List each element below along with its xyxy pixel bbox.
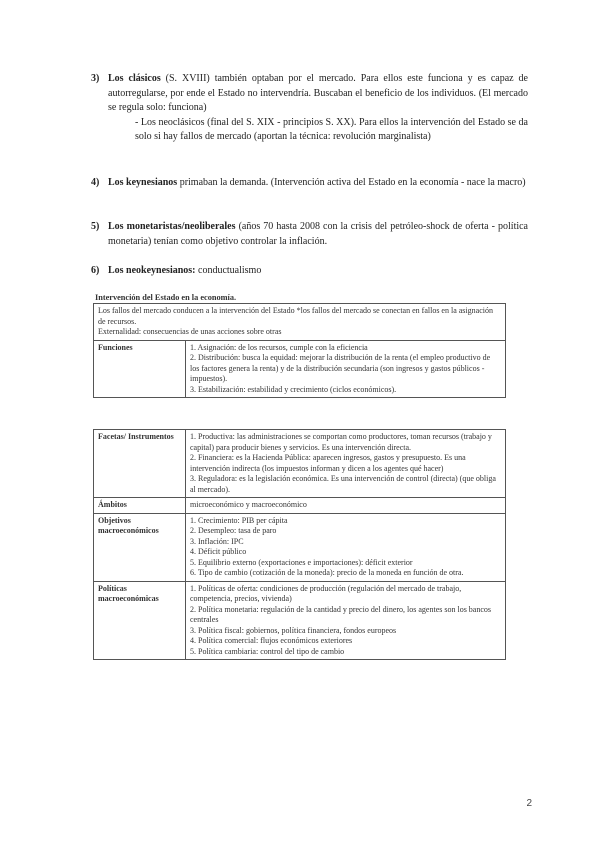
list-number: 4)	[91, 177, 100, 188]
cell-line: 2. Distribución: busca la equidad: mejorar la distribución de la renta (el empleo productivo de los factores genera la renta) y de la distribución secundaria (son ingresos y gastos públicos - impuestos).	[190, 353, 491, 383]
cell-line: 5. Equilibrio externo (exportaciones e importaciones): déficit exterior	[190, 557, 413, 567]
cell-line: 1. Crecimiento: PIB per cápita	[190, 515, 288, 525]
list-text: conductualismo	[195, 265, 262, 276]
row-label: Facetas/ Instrumentos	[94, 430, 186, 498]
row-label: Ámbitos	[94, 498, 186, 514]
cell-line: microeconómico y macroeconómico	[190, 500, 307, 509]
list-text: (S. XVIII) también optaban por el mercado. Para ellos este funciona y es capaz de autorregularse, por ende el Estado no intervendría. Buscaban el beneficio de los individuos. (El mercado se regula solo: funciona)	[108, 73, 528, 113]
list-lead: Los monetaristas/neoliberales	[108, 221, 236, 232]
list-lead: Los neokeynesianos:	[108, 265, 196, 276]
cell-line: 2. Financiera: es la Hacienda Pública: aparecen ingresos, gastos y presupuesto. Es una intervención indirecta (los impuestos informan y dicen a los agentes qué hacer)	[190, 453, 466, 473]
row-content	[186, 340, 506, 398]
list-number: 3)	[91, 73, 100, 84]
list-subitem: - Los neoclásicos (final del S. XIX - principios S. XX). Para ellos la intervención del Estado se da solo si hay fallos de mercado (aportan la técnica: revolución marginalista)	[135, 116, 528, 142]
list-item-neokeynesianos	[91, 264, 528, 279]
table-intervencion	[93, 303, 506, 398]
table-row	[94, 340, 506, 398]
cell-line: 4. Déficit público	[190, 547, 247, 556]
cell-line: 4. Política comercial: flujos económicos exteriores	[190, 636, 353, 645]
cell-line: 3. Reguladora: es la legislación económica. Es una intervención de control (directa) (que obliga al mercado).	[190, 474, 496, 494]
intro-line: Externalidad: consecuencias de unas acciones sobre otras	[98, 327, 282, 336]
table-row	[94, 513, 506, 581]
table-instrumentos	[93, 429, 506, 660]
cell-line: 2. Desempleo: tasa de paro	[190, 526, 277, 535]
list-number: 6)	[91, 265, 100, 276]
cell-line: 3. Política fiscal: gobiernos, política financiera, fondos europeos	[190, 625, 397, 635]
list-item-keynesianos	[91, 176, 528, 191]
list-item-clasicos	[91, 72, 528, 145]
section-title: Intervención del Estado en la economía.	[95, 293, 237, 302]
cell-line: 5. Política cambiaria: control del tipo de cambio	[190, 646, 345, 656]
page-number: 2	[526, 798, 532, 809]
table-row	[94, 430, 506, 498]
list-number: 5)	[91, 221, 100, 232]
table-row	[94, 581, 506, 660]
row-label: Funciones	[94, 340, 186, 398]
row-label: Políticas macroeconómicas	[94, 581, 186, 660]
cell-line: 1. Asignación: de los recursos, cumple con la eficiencia	[190, 342, 368, 352]
list-item-monetaristas	[91, 220, 528, 249]
intro-line: Los fallos del mercado conducen a la intervención del Estado *los fallos del mercado se conectan en fallos en la asignación de recursos.	[98, 306, 493, 326]
row-label: Objetivos macroeconómicos	[94, 513, 186, 581]
row-content	[186, 581, 506, 660]
row-content	[186, 498, 506, 514]
list-lead: Los keynesianos	[108, 177, 178, 188]
cell-line: 6. Tipo de cambio (cotización de la moneda): precio de la moneda en función de otra.	[190, 568, 464, 577]
row-content	[186, 430, 506, 498]
list-text: primaban la demanda. (Intervención activa del Estado en la economía - nace la macro)	[177, 177, 526, 188]
cell-line: 1. Productiva: las administraciones se comportan como productores, toman recursos (trabajo y capital) para producir bienes y servicios. Es una intervención directa.	[190, 432, 492, 452]
list-lead: Los clásicos	[108, 73, 161, 84]
list-text: (años 70 hasta 2008 con la crisis del petróleo-shock de oferta - política monetaria) tenían como objetivo controlar la inflación.	[108, 221, 528, 247]
cell-line: 2. Política monetaria: regulación de la cantidad y precio del dinero, los agentes son los bancos centrales	[190, 604, 492, 624]
cell-line: 3. Inflación: IPC	[190, 536, 244, 546]
cell-line: 3. Estabilización: estabilidad y crecimiento (ciclos económicos).	[190, 384, 397, 394]
table-row	[94, 304, 506, 341]
table-row	[94, 498, 506, 514]
row-content	[186, 513, 506, 581]
cell-line: 1. Políticas de oferta: condiciones de producción (regulación del mercado de trabajo, competencia, precios, vivienda)	[190, 583, 462, 603]
table-intro-cell	[94, 304, 506, 341]
